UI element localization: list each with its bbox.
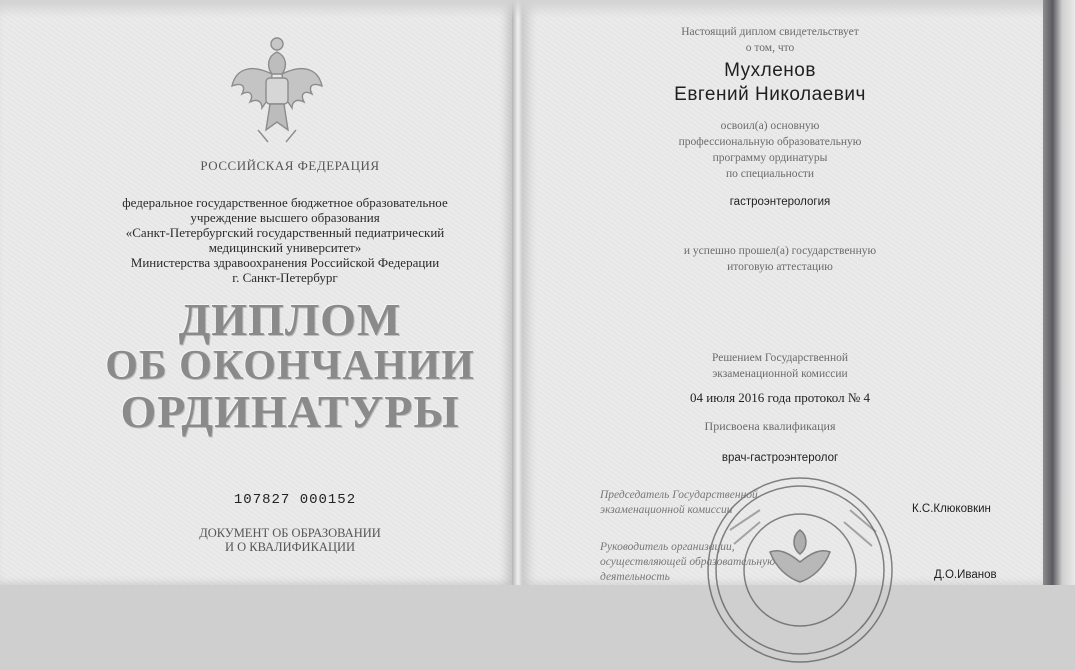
commission-decision [660, 350, 900, 382]
intro-line: Настоящий диплом свидетельствует [681, 26, 859, 38]
intro-line: о том, что [745, 42, 795, 54]
head-label-line: осуществляющей образовательную [600, 556, 776, 568]
institution-block [110, 195, 460, 285]
head-label-line: Руководитель организации, [600, 541, 735, 553]
attestation-line: и успешно прошел(а) государственную [683, 245, 877, 257]
institution-line: федеральное государственное бюджетное образовательное [122, 195, 448, 210]
institution-line: г. Санкт-Петербург [232, 270, 338, 285]
document-type-line: И О КВАЛИФИКАЦИИ [224, 540, 356, 554]
country-label: РОССИЙСКАЯ ФЕДЕРАЦИЯ [200, 158, 380, 173]
document-type [170, 526, 410, 554]
diploma-title-line-1: ДИПЛОМ [178, 294, 402, 345]
attestation-text [640, 243, 920, 275]
institution-line: учреждение высшего образования [190, 210, 380, 225]
chairman-label-line: Председатель Государственной [600, 489, 758, 501]
graduate-surname: Мухленов [724, 60, 816, 81]
intro-text [640, 24, 900, 56]
head-label-line: деятельность [600, 571, 670, 583]
coat-of-arms-icon [228, 34, 326, 144]
program-line: по специальности [725, 168, 815, 180]
institution-line: медицинский университет» [208, 240, 362, 255]
left-page [0, 0, 514, 585]
graduate-given-names: Евгений Николаевич [674, 84, 866, 105]
diploma-title-line-2: ОБ ОКОНЧАНИИ [105, 343, 475, 389]
cover-edge [1043, 0, 1075, 585]
institution-line: Министерства здравоохранения Российской Федерации [130, 255, 440, 270]
qualification-label: Присвоена квалификация [704, 419, 836, 433]
program-line: программу ординатуры [712, 152, 828, 164]
commission-line: Решением Государственной [711, 352, 849, 364]
commission-line: экзаменационной комиссии [712, 368, 848, 380]
attestation-line: итоговую аттестацию [727, 261, 833, 273]
head-name: Д.О.Иванов [934, 569, 997, 581]
program-line: освоил(а) основную [720, 120, 820, 132]
chairman-name: К.С.Клюковкин [912, 503, 991, 515]
document-type-line: ДОКУМЕНТ ОБ ОБРАЗОВАНИИ [199, 526, 381, 540]
chairman-label [600, 488, 758, 518]
institution-line: «Санкт-Петербургский государственный педиатрический [125, 225, 445, 240]
program-text [640, 118, 900, 182]
specialty: гастроэнтерология [729, 196, 831, 208]
page-top-shadow [0, 0, 1075, 18]
diploma-number: 107827 000152 [233, 492, 357, 508]
diploma-title-line-3: ОРДИНАТУРЫ [120, 386, 460, 437]
chairman-label-line: экзаменационной комиссии [600, 504, 733, 516]
qualification: врач-гастроэнтеролог [721, 452, 839, 464]
head-label [600, 540, 775, 585]
program-line: профессиональную образовательную [678, 136, 862, 148]
decision-date: 04 июля 2016 года протокол № 4 [689, 390, 870, 405]
